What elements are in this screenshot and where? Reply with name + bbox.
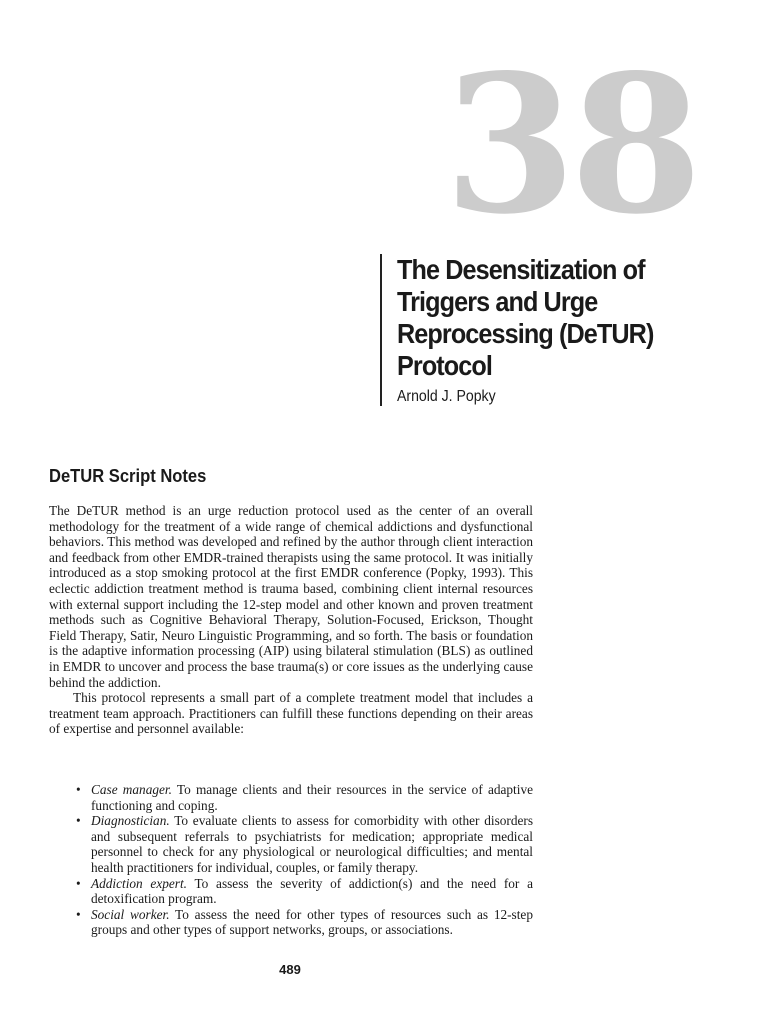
page-number: 489 (279, 962, 301, 977)
bullet-icon: • (76, 875, 81, 891)
role-list (49, 782, 533, 938)
chapter-title: The Desensitization of Triggers and Urge Reprocessing (DeTUR) Protocol (397, 254, 654, 381)
list-item-term: Addiction expert. (91, 875, 187, 891)
list-item-text: To manage clients and their resources in the service of adaptive functioning and coping. (91, 782, 533, 813)
chapter-title-block (380, 254, 697, 406)
list-item (49, 782, 533, 813)
list-item-term: Social worker. (91, 906, 170, 922)
list-item-term: Case manager. (91, 782, 172, 797)
paragraph: This protocol represents a small part of a complete treatment model that includes a treatment team approach. Practitioners can fulfill these functions depending on their areas of expertise and personnel available: (49, 690, 533, 737)
bullet-icon: • (76, 782, 81, 797)
chapter-author: Arnold J. Popky (397, 388, 496, 405)
list-item (49, 907, 533, 938)
bullet-icon: • (76, 813, 81, 829)
chapter-number: 38 (444, 33, 697, 256)
list-item-text: To assess the severity of addiction(s) and the need for a detoxification program. (91, 875, 533, 907)
list-item-term: Diagnostician. (91, 813, 170, 829)
bullet-icon: • (76, 906, 81, 922)
list-item (49, 876, 533, 907)
paragraph: The DeTUR method is an urge reduction protocol used as the center of an overall methodology for the treatment of a wide range of chemical addictions and dysfunctional behaviors. This method was developed and refined by the author through client interaction and feedback from other EMDR-trained therapists using the same protocol. It was initially introduced as a stop smoking protocol at the first EMDR conference (Popky, 1993). This eclectic addiction treatment method is trauma based, combining client internal resources with external support including the 12-step model and other known and proven treatment methods such as Cognitive Behavioral Therapy, Solution-Focused, Erickson, Thought Field Therapy, Satir, Neuro Linguistic Programming, and so forth. The basis or foundation is the adaptive information processing (AIP) using bilateral stimulation (BLS) as outlined in EMDR to uncover and process the base trauma(s) or core issues as the underlying cause behind the addiction. (49, 503, 533, 690)
section-heading: DeTUR Script Notes (49, 466, 207, 486)
list-item-text: To assess the need for other types of resources such as 12-step groups and other types of support networks, groups, or associations. (91, 906, 533, 938)
list-item (49, 813, 533, 875)
list-item-text: To evaluate clients to assess for comorbidity with other disorders and subsequent referrals to psychiatrists for medication; appropriate medical personnel to check for any physiological or neurological difficulties; and mental health practitioners for individual, couples, or family therapy. (91, 813, 533, 875)
body-text (49, 503, 533, 737)
